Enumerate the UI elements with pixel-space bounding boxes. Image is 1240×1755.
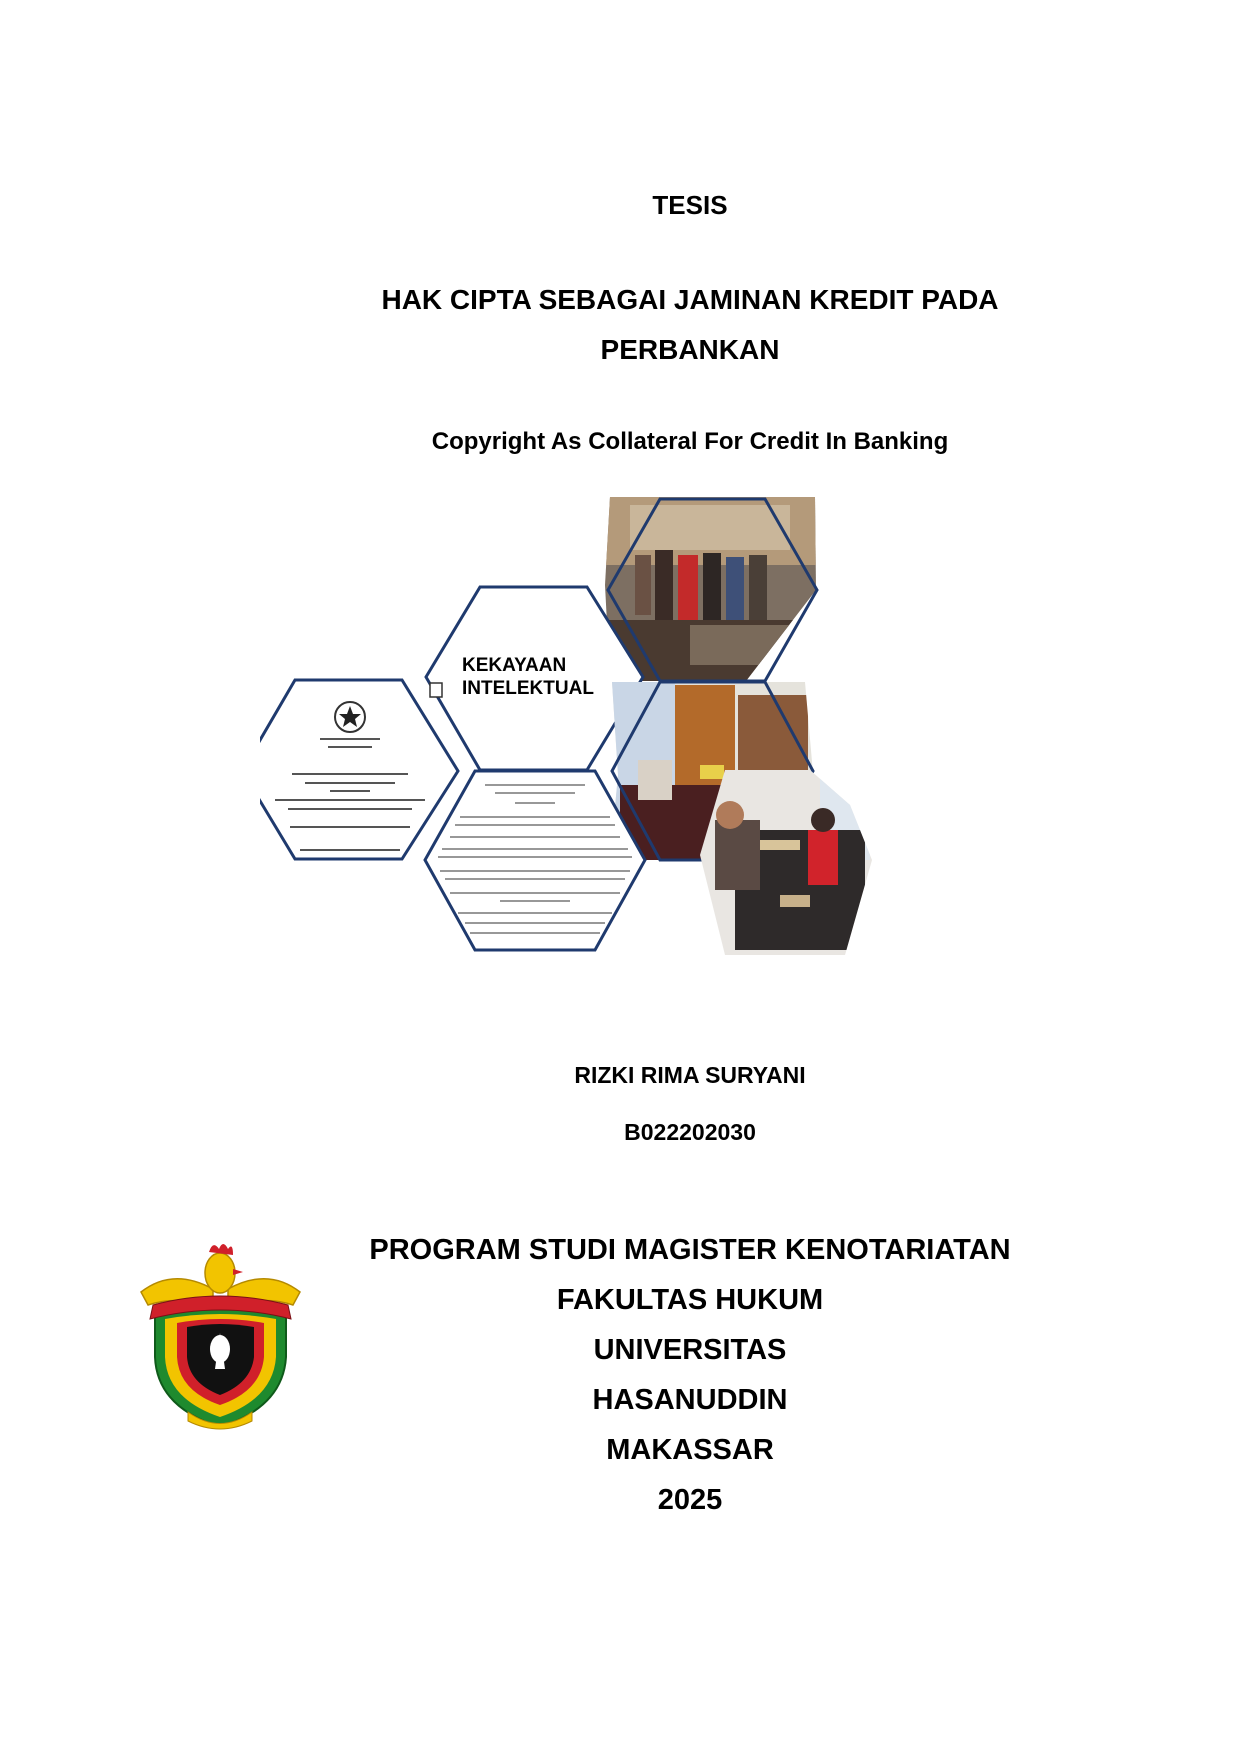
thesis-subtitle: Copyright As Collateral For Credit In Banking <box>431 428 949 455</box>
hex-label-line-2: INTELEKTUAL <box>462 678 594 699</box>
institution-line-faculty: FAKULTAS HUKUM <box>556 1284 824 1316</box>
institution-line-year: 2025 <box>657 1484 723 1516</box>
interview-photo-hexagon <box>690 765 880 960</box>
group-photo-hexagon <box>600 495 820 685</box>
institution-line-city: MAKASSAR <box>606 1434 774 1466</box>
hex-label-line-1: KEKAYAAN <box>462 655 567 676</box>
student-id: B022202030 <box>624 1119 756 1145</box>
institution-line-university-name: HASANUDDIN <box>592 1384 788 1416</box>
institution-line-program: PROGRAM STUDI MAGISTER KENOTARIATAN <box>369 1234 1011 1266</box>
page-title: TESIS <box>652 190 728 220</box>
regulation-document-hexagon <box>425 771 645 950</box>
thesis-title-line-2: PERBANKAN <box>600 334 780 365</box>
author-name: RIZKI RIMA SURYANI <box>574 1062 806 1088</box>
institution-line-university: UNIVERSITAS <box>593 1334 787 1366</box>
law-document-hexagon <box>260 680 458 859</box>
thesis-title-line-1: HAK CIPTA SEBAGAI JAMINAN KREDIT PADA <box>381 284 999 315</box>
hexagon-collage <box>260 495 990 965</box>
